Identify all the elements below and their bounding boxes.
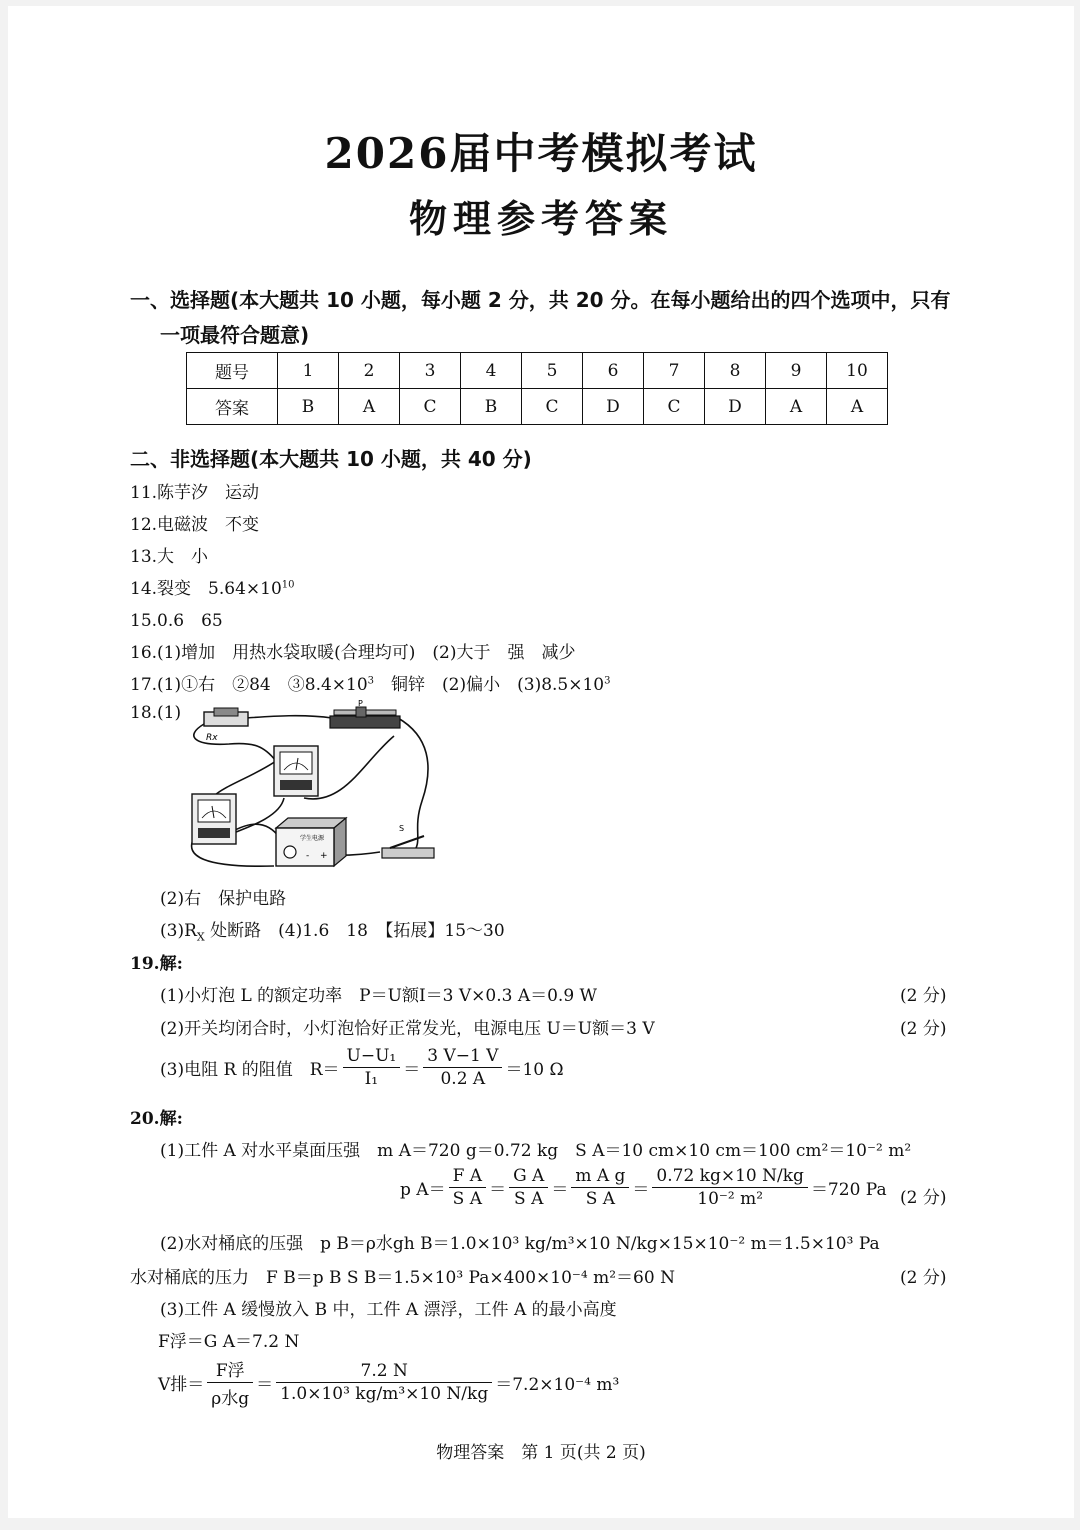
table-cell: 1 (278, 353, 339, 389)
answer-q17-part1: 17.(1)①右 ②84 ③8.4×10 (130, 675, 368, 695)
table-cell: D (583, 389, 644, 425)
answer-q17-part2: 铜锌 (2)偏小 (3)8.5×10 (374, 675, 605, 695)
table-cell: B (278, 389, 339, 425)
answer-q12: 12.电磁波 不变 (130, 515, 260, 535)
rx-label: Rx (206, 733, 218, 743)
answer-q16: 16.(1)增加 用热水袋取暖(合理均可) (2)大于 强 减少 (130, 643, 576, 663)
q20-1b-fraction2 (509, 1166, 548, 1209)
answer-q18-3 (160, 916, 505, 943)
q20-1b-fraction4-den: 10⁻² m² (697, 1189, 764, 1209)
points-q19-1: (2 分) (900, 986, 947, 1006)
answer-q19-3: (3)电阻 R 的阻值 R＝ $\frac{\text{U−U₁}}{\text{I₁}}$ ＝ $\frac{3 V-1 V}{0.2 A}$ ＝10 Ω (160, 1046, 564, 1089)
answer-q20-3b: F浮＝G A＝7.2 N (158, 1332, 300, 1352)
table-header-number: 题号 (187, 353, 278, 389)
ammeter (274, 746, 318, 796)
points-q20-1: (2 分) (900, 1188, 947, 1208)
answer-q17-exponent2: 3 (604, 675, 611, 687)
table-cell: 9 (766, 353, 827, 389)
table-cell: 4 (461, 353, 522, 389)
table-cell: A (827, 389, 888, 425)
resistor-rx (204, 708, 248, 743)
q20-3c-fraction1-num: F浮 (207, 1356, 253, 1383)
q20-1b-fraction1-num: F A (449, 1166, 486, 1188)
choice-answer-table (186, 352, 888, 425)
q19-3-fraction2-num: 3 V−1 V (423, 1046, 502, 1068)
answer-q14 (130, 574, 295, 599)
answer-q19-1: (1)小灯泡 L 的额定功率 P＝U额I＝3 V×0.3 A＝0.9 W (160, 986, 598, 1006)
q19-3-prefix: (3)电阻 R 的阻值 R＝ (160, 1060, 340, 1080)
table-header-answer: 答案 (187, 389, 278, 425)
answer-q20-2b: 水对桶底的压力 F B＝p B S B＝1.5×10³ Pa×400×10⁻⁴ m²＝60 N (130, 1268, 675, 1288)
table-cell: 7 (644, 353, 705, 389)
answer-q17 (130, 670, 611, 695)
answer-q20-label: 20.解: (130, 1109, 183, 1129)
q20-1b-fraction1-den: S A (452, 1189, 482, 1209)
q20-3c-fraction2-num: 7.2 N (276, 1361, 492, 1383)
section2-heading: 二、非选择题(本大题共 10 小题，共 40 分) (130, 447, 532, 471)
rheostat-p-label: P (358, 699, 363, 708)
answer-q14-exponent: 10 (281, 579, 295, 591)
answer-q18-3-r: (3)R (160, 921, 197, 941)
exam-title: 2026届中考模拟考试 (324, 129, 758, 178)
answer-q19-2: (2)开关均闭合时，小灯泡恰好正常发光，电源电压 U＝U额＝3 V (160, 1019, 655, 1039)
answer-q20-2: (2)水对桶底的压强 p B＝ρ水gh B＝1.0×10³ kg/m³×10 N/kg×15×10⁻² m＝1.5×10³ Pa (160, 1234, 880, 1254)
table-cell: B (461, 389, 522, 425)
q20-3c-fraction1 (207, 1356, 253, 1409)
points-q20-2: (2 分) (900, 1268, 947, 1288)
table-row (187, 353, 888, 389)
answer-q15: 15.0.6 65 (130, 611, 223, 631)
power-minus: - (306, 851, 310, 861)
answer-q17-exponent1: 3 (367, 675, 375, 687)
q19-3-fraction1-num: U−U₁ (343, 1046, 401, 1068)
section1-heading-cont: 一项最符合题意) (160, 323, 310, 347)
answer-q18-3-sub: X (196, 930, 205, 944)
answer-q20-1: (1)工件 A 对水平桌面压强 m A＝720 g＝0.72 kg S A＝10 cm×10 cm＝100 cm²＝10⁻² m² (160, 1141, 912, 1161)
answer-q18-2: (2)右 保护电路 (160, 889, 287, 909)
q20-1b-prefix: p A＝ (400, 1180, 446, 1200)
answer-q11: 11.陈芋汐 运动 (130, 483, 260, 503)
q20-3c-fraction2 (276, 1361, 492, 1404)
answer-q13: 13.大 小 (130, 547, 209, 567)
q20-1b-fraction3 (571, 1166, 629, 1209)
q20-1b-fraction3-den: S A (585, 1189, 616, 1209)
q19-3-fraction2 (423, 1046, 502, 1089)
answer-q14-text: 14.裂变 5.64×10 (130, 579, 282, 599)
table-cell: A (766, 389, 827, 425)
switch-s-label: S (399, 824, 405, 833)
table-cell: C (522, 389, 583, 425)
table-row (187, 389, 888, 425)
table-cell: 3 (400, 353, 461, 389)
answer-q20-3: (3)工件 A 缓慢放入 B 中，工件 A 漂浮，工件 A 的最小高度 (160, 1300, 617, 1320)
power-supply (276, 818, 346, 866)
q19-3-fraction1 (343, 1046, 401, 1089)
q20-3c-result: ＝7.2×10⁻⁴ m³ (495, 1375, 620, 1395)
answer-q18-3-rest: 处断路 (4)1.6 18 【拓展】15～30 (204, 921, 505, 941)
power-plus: + (320, 851, 328, 861)
power-supply-label: 学生电源 (300, 835, 325, 842)
q20-1b-fraction1 (449, 1166, 486, 1209)
q19-3-fraction2-den: 0.2 A (440, 1069, 486, 1089)
section1-heading: 一、选择题(本大题共 10 小题，每小题 2 分，共 20 分。在每小题给出的四个选项中，只有 (130, 288, 951, 312)
answer-q18-label: 18.(1) (130, 703, 182, 723)
q20-1b-fraction3-num: m A g (571, 1166, 629, 1188)
answer-sheet-page (8, 6, 1074, 1518)
table-cell: 5 (522, 353, 583, 389)
q20-1b-fraction2-num: G A (509, 1166, 548, 1188)
table-cell: C (644, 389, 705, 425)
answer-q19-label: 19.解: (130, 954, 183, 974)
q20-1b-fraction4-num: 0.72 kg×10 N/kg (652, 1166, 808, 1188)
points-q19-2: (2 分) (900, 1019, 947, 1039)
rheostat (330, 699, 400, 728)
table-cell: A (339, 389, 400, 425)
table-cell: 8 (705, 353, 766, 389)
q19-3-result: ＝10 Ω (505, 1060, 564, 1080)
page-footer: 物理答案 第 1 页(共 2 页) (436, 1443, 646, 1463)
table-cell: C (400, 389, 461, 425)
q19-3-fraction1-den: I₁ (364, 1069, 379, 1089)
switch (382, 824, 434, 858)
q20-1b-result: ＝720 Pa (810, 1180, 887, 1200)
circuit-diagram (184, 699, 444, 876)
q20-3c-prefix: V排＝ (158, 1375, 205, 1395)
table-cell: D (705, 389, 766, 425)
q20-3c-fraction1-den: ρ水g (211, 1389, 250, 1409)
table-cell: 6 (583, 353, 644, 389)
table-cell: 2 (339, 353, 400, 389)
table-cell: 10 (827, 353, 888, 389)
q20-3c-fraction2-den: 1.0×10³ kg/m³×10 N/kg (280, 1384, 489, 1404)
q20-1b-fraction4 (652, 1166, 808, 1209)
answer-q20-1b: p A＝ $\frac{\text{F A}}{\text{S A}}$ ＝ $\frac{\text{G A}}{\text{S A}}$ ＝ $\frac{\text{m A g}}{\text{S A}}$ ＝ $\frac{0.72 kg\times 10 N/kg}{\text{10⁻² m²}}$ ＝720 Pa (400, 1166, 887, 1209)
answer-q20-3c: V排＝ $\frac{\text{F浮}}{\text{ρ水g}}$ ＝ $\frac{7.2 N}{\text{1.0×10³ kg/m³×10 N/kg}}$ ＝7.2×10⁻⁴ m³ (158, 1356, 619, 1409)
voltmeter (192, 794, 236, 844)
q20-1b-fraction2-den: S A (514, 1189, 544, 1209)
exam-subtitle: 物理参考答案 (408, 196, 673, 241)
